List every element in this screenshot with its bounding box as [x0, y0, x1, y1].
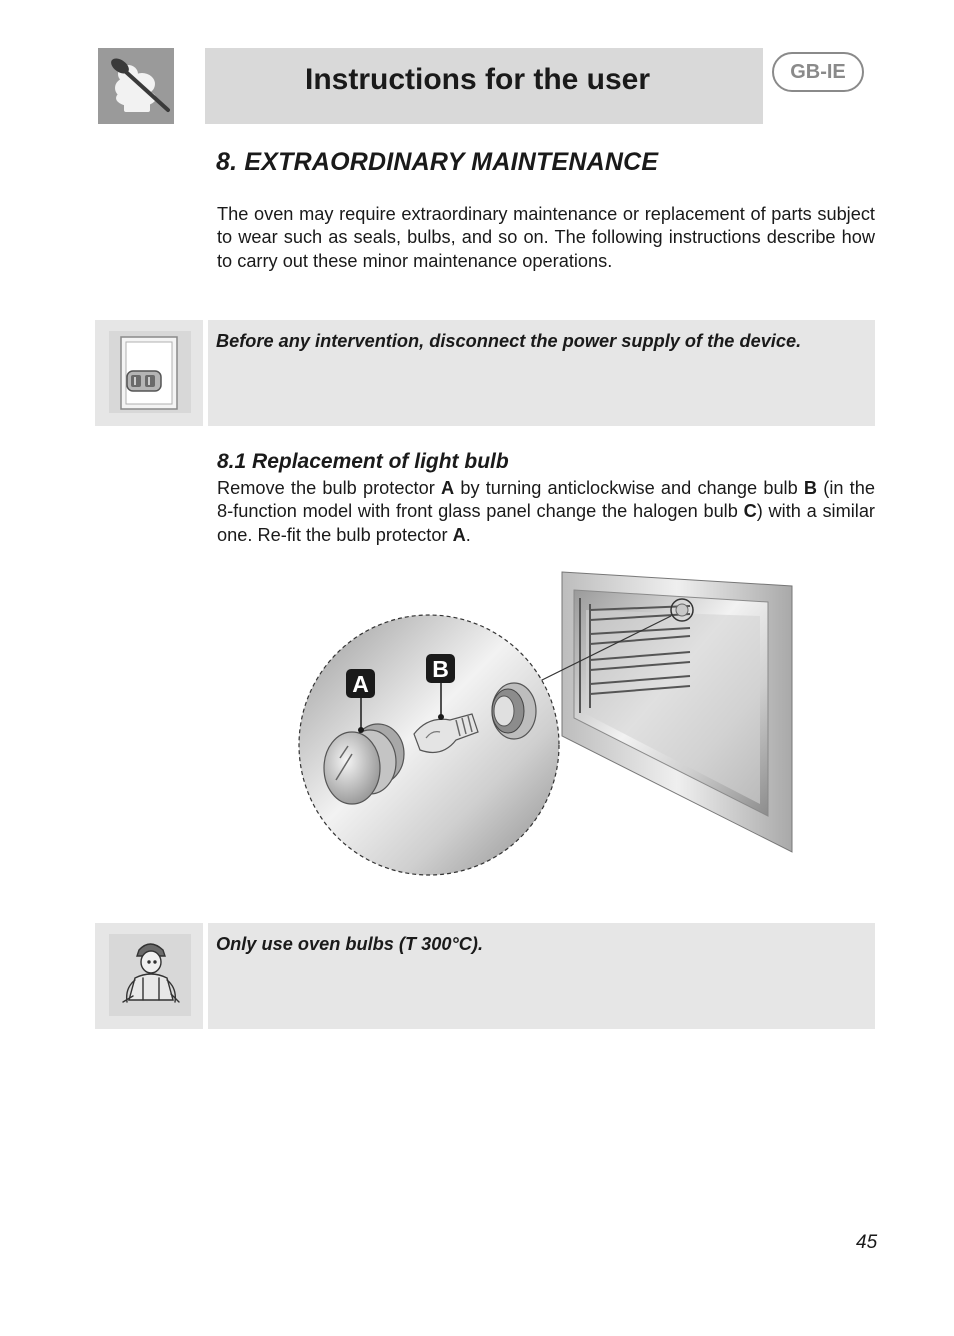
body-text: . [465, 524, 471, 545]
bulb-note [95, 923, 875, 1029]
body-text: Remove the bulb protector [217, 478, 441, 498]
zoom-detail [299, 615, 559, 875]
page-number: 45 [856, 1232, 878, 1253]
power-socket-icon [109, 331, 191, 413]
label-b: B [432, 656, 449, 682]
label-a: A [352, 671, 369, 697]
bulb-replacement-illustration [290, 568, 800, 884]
intro-paragraph: The oven may require extraordinary maintenance or replacement of parts subject to wear such as seals, bulbs, and so on. The following instructions describe how to carry out these minor maintenance operations. [217, 204, 875, 271]
bold-label: A [452, 524, 466, 545]
note-text: Only use oven bulbs (T 300°C). [216, 934, 484, 954]
subsection-heading: 8.1 Replacement of light bulb [217, 450, 509, 473]
oven-cavity [562, 572, 792, 852]
bold-label: C [743, 501, 757, 522]
section-heading: 8. EXTRAORDINARY MAINTENANCE [216, 148, 659, 176]
bold-label: A [440, 478, 455, 498]
body-text: by turning anticlockwise and change bulb [454, 478, 804, 498]
body-text: (in the 8-function model with front glass panel change the halogen bulb [217, 478, 875, 522]
brand-logo [98, 48, 174, 124]
page-title: Instructions for the user [305, 63, 651, 96]
warning-text: Before any intervention, disconnect the power supply of the device. [216, 331, 802, 351]
body-text: ) with a similar one. Re-fit the bulb protector [217, 501, 875, 545]
region-badge: GB-IE [772, 52, 864, 92]
chef-spoon-icon [98, 48, 174, 124]
notice-divider [203, 320, 208, 426]
bold-label: B [803, 478, 818, 498]
bulb-socket [492, 683, 536, 739]
notice-divider [203, 923, 208, 1029]
technician-icon [109, 934, 191, 1016]
bulb-instructions [217, 477, 875, 547]
